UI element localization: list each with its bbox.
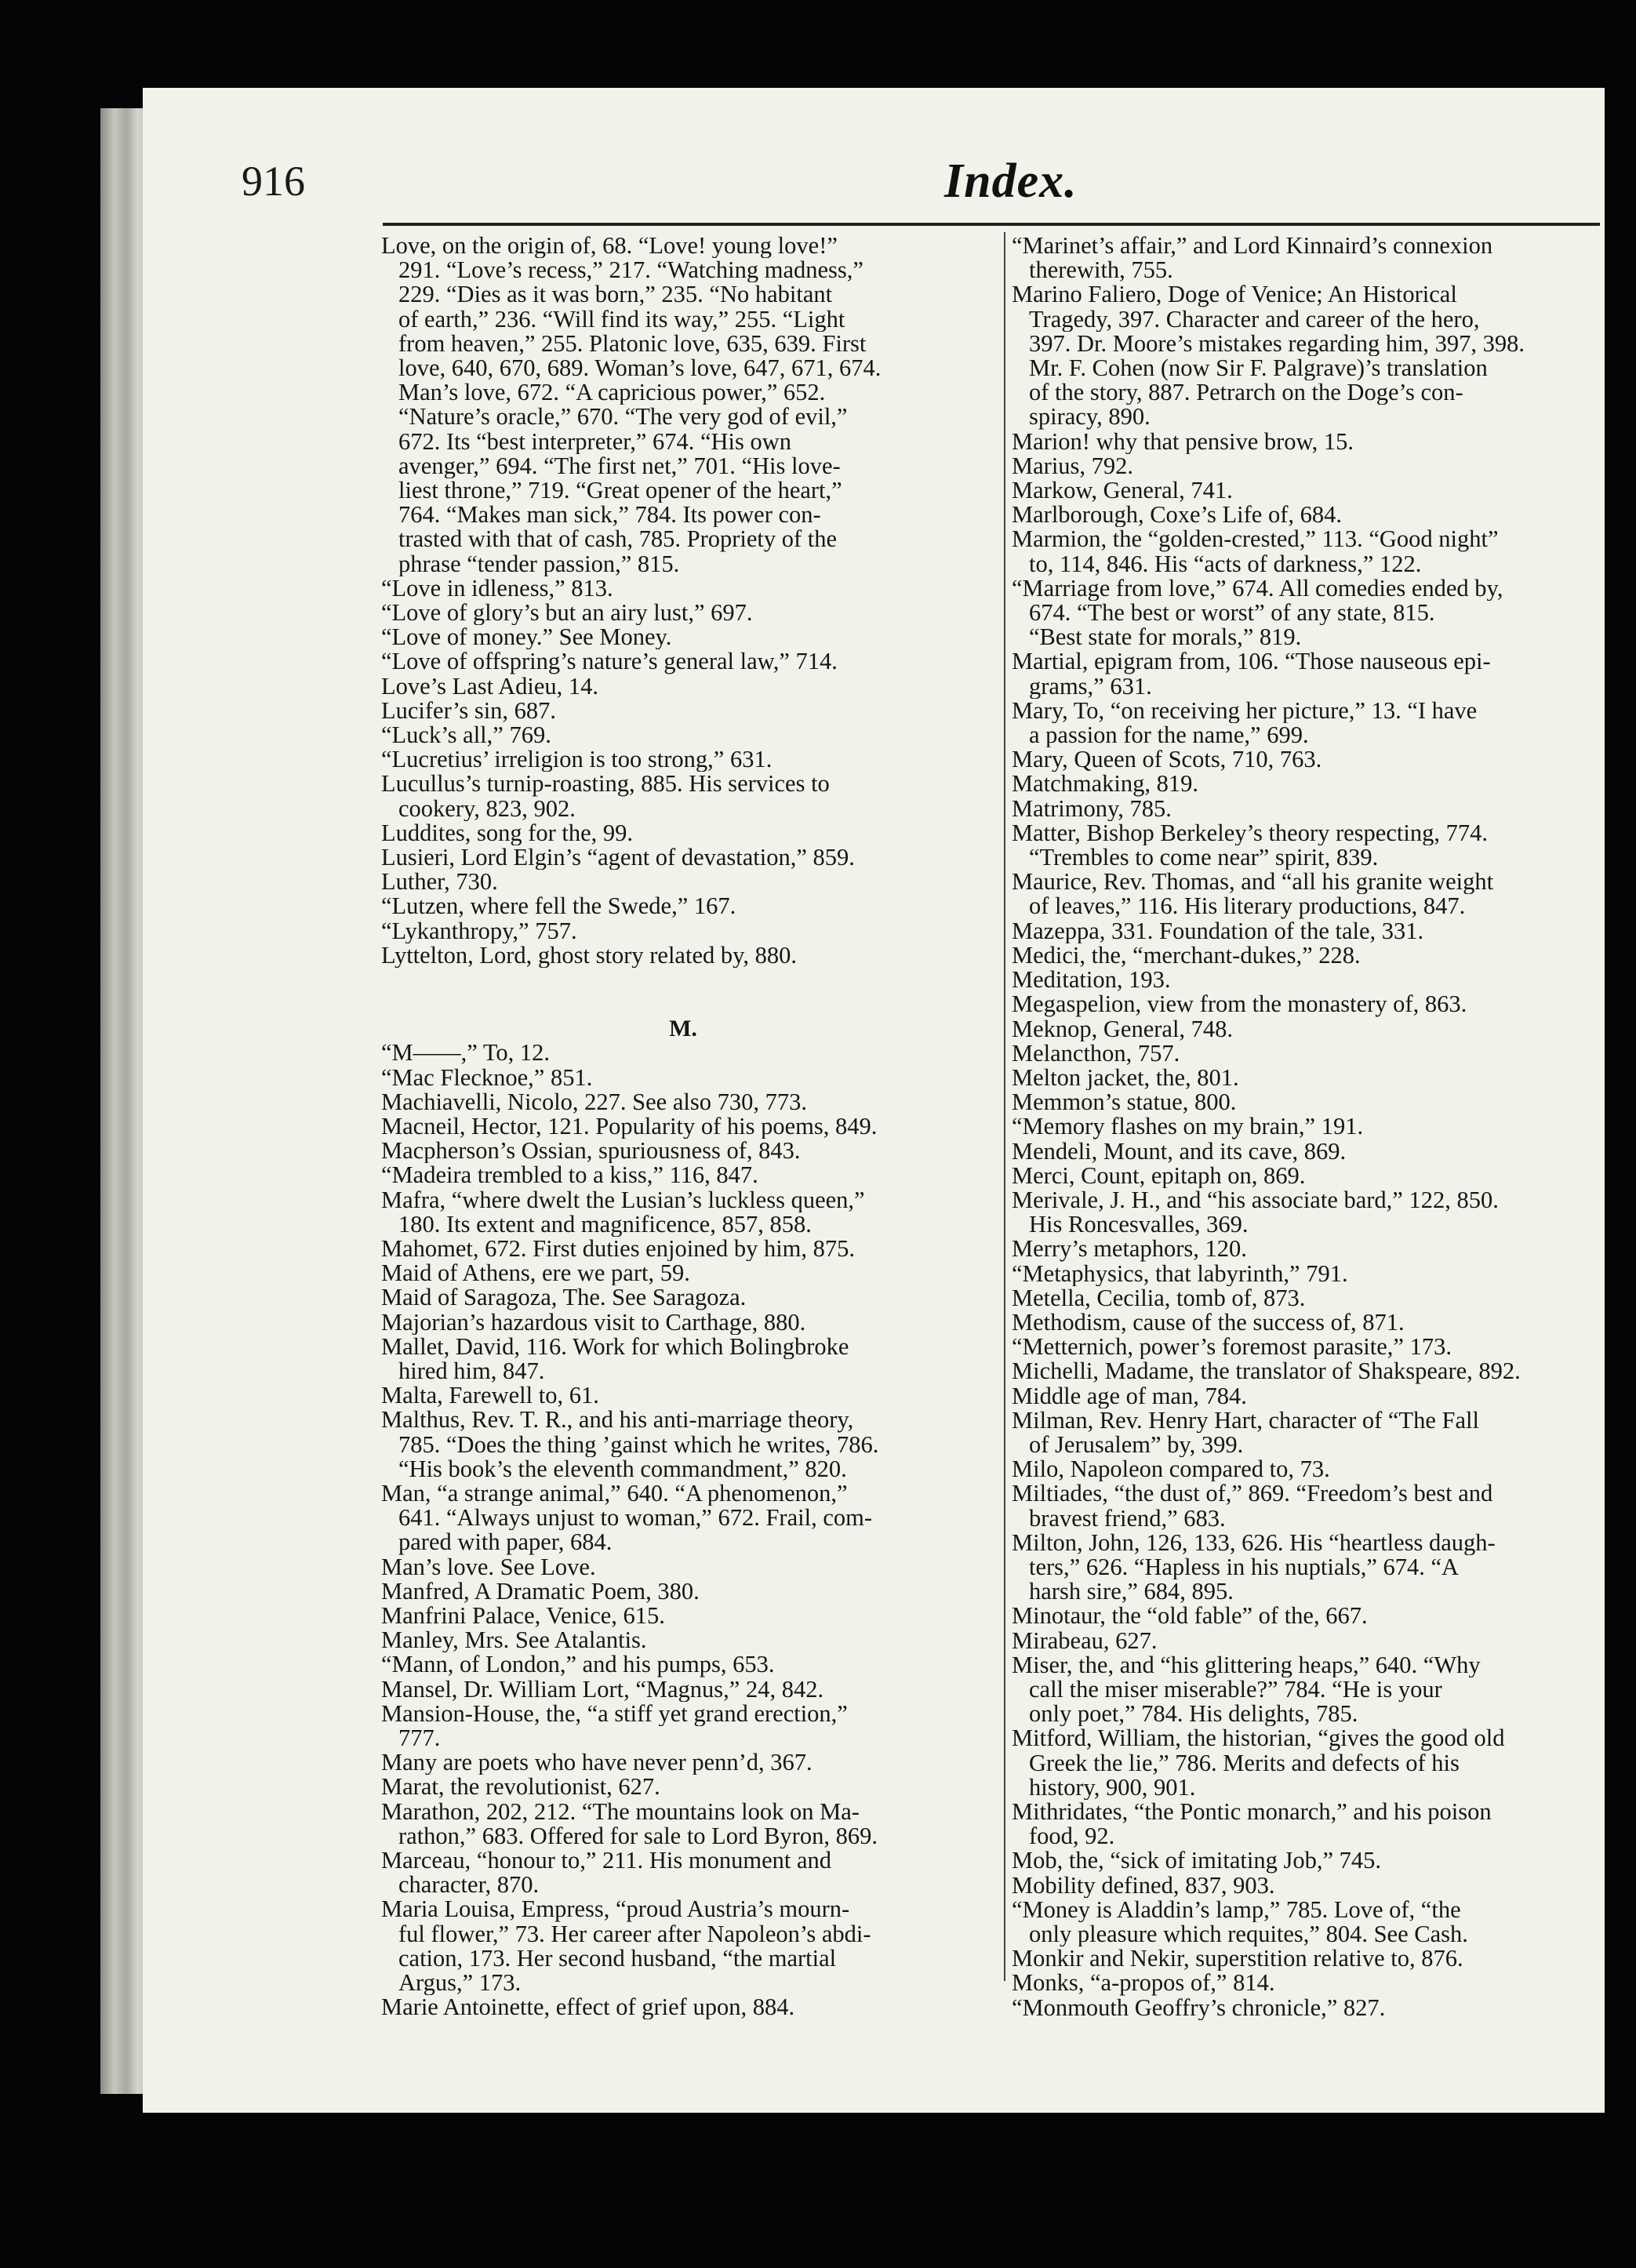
- index-entry-line: 641. “Always unjust to woman,” 672. Frail, com-: [398, 1506, 872, 1531]
- index-entry: [1012, 919, 1601, 943]
- index-entry-line: Man’s love. See Love.: [381, 1554, 596, 1579]
- index-entry-line: “Lucretius’ irreligion is too strong,” 631.: [381, 747, 773, 772]
- index-entry: [1012, 968, 1601, 992]
- index-entry: [381, 674, 985, 699]
- index-entry-line: Maurice, Rev. Thomas, and “all his granite weight: [1012, 870, 1494, 895]
- index-entry: [1012, 478, 1601, 503]
- index-entry: [381, 1310, 985, 1335]
- index-entry-line: Macpherson’s Ossian, spuriousness of, 843.: [381, 1139, 801, 1164]
- index-entry-line: Monkir and Nekir, superstition relative to, 876.: [1012, 1946, 1463, 1972]
- index-entry-line: only pleasure which requites,” 804. See Cash.: [1029, 1922, 1468, 1947]
- index-entry-line: Meditation, 193.: [1012, 968, 1171, 993]
- index-entry-line: Mansion-House, the, “a stiff yet grand erection,”: [381, 1701, 848, 1726]
- index-entry-line: character, 870.: [398, 1873, 540, 1898]
- index-entry-line: avenger,” 694. “The first net,” 701. “His love-: [398, 453, 841, 479]
- index-entry: [381, 1237, 985, 1261]
- index-entry: [381, 723, 985, 747]
- index-entry: [1012, 454, 1601, 478]
- index-entry: [1012, 1971, 1601, 1995]
- section-letter-heading: M.: [669, 1016, 697, 1042]
- index-entry-line: rathon,” 683. Offered for sale to Lord Byron, 869.: [398, 1823, 878, 1848]
- index-entry-line: food, 92.: [1029, 1824, 1115, 1849]
- index-entry: [1012, 772, 1601, 796]
- index-entry-line: Memmon’s statue, 800.: [1012, 1090, 1237, 1115]
- index-entry-line: bravest friend,” 683.: [1029, 1506, 1226, 1531]
- index-entry-line: “Marinet’s affair,” and Lord Kinnaird’s connexion: [1012, 234, 1493, 259]
- index-entry-line: history, 900, 901.: [1029, 1775, 1196, 1800]
- index-entry-line: Marathon, 202, 212. “The mountains look on Ma-: [381, 1799, 860, 1824]
- index-entry-line: Mitford, William, the historian, “gives the good old: [1012, 1726, 1505, 1751]
- index-entry: [1012, 1188, 1601, 1237]
- index-entry-line: “Metaphysics, that labyrinth,” 791.: [1012, 1261, 1348, 1286]
- index-entry-line: “Metternich, power’s foremost parasite,” 173.: [1012, 1335, 1452, 1360]
- index-entry: [381, 1408, 985, 1481]
- left-entries-after: [381, 1041, 985, 2019]
- index-entry-line: Merry’s metaphors, 120.: [1012, 1237, 1247, 1262]
- index-entry-line: Mirabeau, 627.: [1012, 1628, 1158, 1653]
- index-entry-line: therewith, 755.: [1029, 258, 1173, 283]
- index-entry-line: of Jerusalem” by, 399.: [1029, 1432, 1244, 1458]
- index-entry: [1012, 1114, 1601, 1139]
- index-entry-line: Argus,” 173.: [398, 1971, 522, 1996]
- index-entry-line: 229. “Dies as it was born,” 235. “No habitant: [398, 282, 833, 307]
- index-entry-line: a passion for the name,” 699.: [1029, 723, 1309, 748]
- index-entry-line: Mansel, Dr. William Lort, “Magnus,” 24, 842.: [381, 1677, 824, 1702]
- index-entry: [381, 919, 985, 943]
- index-entry-line: 180. Its extent and magnificence, 857, 858.: [398, 1212, 812, 1237]
- index-entry-line: “Luck’s all,” 769.: [381, 723, 551, 748]
- index-entry-line: ful flower,” 73. Her career after Napoleon’s abdi-: [398, 1921, 871, 1946]
- index-entry: [381, 1481, 985, 1555]
- index-entry: [381, 649, 985, 674]
- index-entry: [1012, 1139, 1601, 1164]
- index-entry-line: “Marriage from love,” 674. All comedies ended by,: [1012, 576, 1503, 602]
- index-entry: [381, 1750, 985, 1775]
- index-entry: [381, 894, 985, 918]
- index-entry-line: Metella, Cecilia, tomb of, 873.: [1012, 1285, 1306, 1310]
- index-entry-line: Matchmaking, 819.: [1012, 772, 1199, 797]
- index-entry: [381, 870, 985, 894]
- index-entry: [1012, 1066, 1601, 1090]
- left-entries-before: [381, 234, 985, 968]
- index-entry: [1012, 1041, 1601, 1066]
- index-entry-line: “Lykanthropy,” 757.: [381, 918, 577, 943]
- index-entry-line: 785. “Does the thing ’gainst which he writes, 786.: [398, 1432, 879, 1457]
- index-entry-line: Milton, John, 126, 133, 626. His “heartless daugh-: [1012, 1530, 1496, 1555]
- index-entry-line: Mallet, David, 116. Work for which Bolingbroke: [381, 1334, 849, 1359]
- index-entry: [1012, 1457, 1601, 1481]
- index-entry-line: Love’s Last Adieu, 14.: [381, 674, 599, 699]
- index-entry-line: “Mac Flecknoe,” 851.: [381, 1065, 593, 1090]
- index-entry-line: “M——,” To, 12.: [381, 1041, 551, 1066]
- index-entry-line: Miltiades, “the dust of,” 869. “Freedom’s best and: [1012, 1481, 1493, 1507]
- index-entry-line: trasted with that of cash, 785. Propriety of the: [398, 527, 838, 552]
- index-entry: [1012, 1384, 1601, 1408]
- index-entry-line: pared with paper, 684.: [398, 1530, 613, 1555]
- index-entry: [1012, 503, 1601, 527]
- index-entry-line: 674. “The best or worst” of any state, 815.: [1029, 601, 1435, 626]
- index-entry: [1012, 1848, 1601, 1873]
- index-entry: [381, 234, 985, 576]
- index-entry-line: Lyttelton, Lord, ghost story related by, 880.: [381, 943, 797, 969]
- index-entry-line: Tragedy, 397. Character and career of the hero,: [1029, 307, 1480, 332]
- index-entry-line: harsh sire,” 684, 895.: [1029, 1579, 1234, 1605]
- index-entry-line: of earth,” 236. “Will find its way,” 255. “Light: [398, 307, 845, 332]
- index-entry-line: Methodism, cause of the success of, 871.: [1012, 1310, 1405, 1336]
- index-entry-line: hired him, 847.: [398, 1358, 545, 1384]
- index-entry-line: “Nature’s oracle,” 670. “The very god of evil,”: [398, 405, 848, 430]
- index-entry: [1012, 1090, 1601, 1114]
- index-entry-line: cation, 173. Her second husband, “the martial: [398, 1946, 837, 1972]
- index-entry-line: love, 640, 670, 689. Woman’s love, 647, 671, 674.: [398, 356, 882, 381]
- index-entry-line: Maria Louisa, Empress, “proud Austria’s mourn-: [381, 1897, 850, 1922]
- index-entry: [1012, 1996, 1601, 2020]
- index-entry: [1012, 1310, 1601, 1335]
- index-entry-line: “Love of offspring’s nature’s general law,” 714.: [381, 649, 838, 674]
- index-entry-line: Matter, Bishop Berkeley’s theory respecting, 774.: [1012, 820, 1488, 846]
- index-entry-line: His Roncesvalles, 369.: [1029, 1212, 1249, 1238]
- index-entry: [381, 747, 985, 772]
- index-entry-line: Manfred, A Dramatic Poem, 380.: [381, 1579, 700, 1604]
- index-entry-line: Machiavelli, Nicolo, 227. See also 730, 773.: [381, 1089, 807, 1114]
- index-entry: [1012, 1335, 1601, 1359]
- index-entry-line: Marion! why that pensive brow, 15.: [1012, 429, 1354, 454]
- index-entry: [381, 576, 985, 601]
- index-entry: [1012, 1800, 1601, 1848]
- index-entry: [1012, 1946, 1601, 1971]
- index-entry: [1012, 1481, 1601, 1530]
- index-entry: [381, 1555, 985, 1579]
- index-entry-line: Marlborough, Coxe’s Life of, 684.: [1012, 503, 1342, 528]
- page-number: 916: [242, 158, 305, 205]
- index-entry-line: spiracy, 890.: [1029, 405, 1151, 430]
- index-entry-line: liest throne,” 719. “Great opener of the heart,”: [398, 478, 842, 503]
- index-entry-line: Middle age of man, 784.: [1012, 1383, 1247, 1408]
- index-entry-line: Lucullus’s turnip-roasting, 885. His services to: [381, 772, 830, 797]
- index-entry-line: Malthus, Rev. T. R., and his anti-marriage theory,: [381, 1408, 854, 1433]
- index-entry: [381, 1163, 985, 1187]
- right-column: [1012, 234, 1601, 2020]
- index-entry-line: Luddites, song for the, 99.: [381, 820, 634, 846]
- index-entry: [1012, 797, 1601, 821]
- index-entry-line: Manley, Mrs. See Atalantis.: [381, 1628, 647, 1653]
- index-entry-line: “His book’s the eleventh commandment,” 820.: [398, 1456, 847, 1481]
- index-entry-line: Man’s love, 672. “A capricious power,” 652.: [398, 380, 826, 405]
- index-entry-line: 291. “Love’s recess,” 217. “Watching madness,”: [398, 258, 863, 283]
- index-entry-line: Greek the lie,” 786. Merits and defects of his: [1029, 1750, 1460, 1776]
- index-entry: [381, 1677, 985, 1702]
- index-entry-line: Mary, To, “on receiving her picture,” 13. “I have: [1012, 698, 1478, 724]
- index-entry-line: Merivale, J. H., and “his associate bard,” 122, 850.: [1012, 1187, 1499, 1213]
- index-entry: [1012, 1359, 1601, 1383]
- index-entry: [381, 1261, 985, 1285]
- index-entry-line: Man, “a strange animal,” 640. “A phenomenon,”: [381, 1481, 848, 1507]
- index-entry-line: Markow, General, 741.: [1012, 478, 1233, 503]
- running-title: Index.: [944, 154, 1078, 208]
- index-entry-line: Mazeppa, 331. Foundation of the tale, 331.: [1012, 918, 1424, 943]
- index-entry-line: 397. Dr. Moore’s mistakes regarding him, 397, 398.: [1029, 331, 1525, 357]
- index-entry-line: Milo, Napoleon compared to, 73.: [1012, 1457, 1330, 1482]
- index-entry: [381, 1188, 985, 1237]
- index-entry: [381, 1628, 985, 1652]
- index-entry-line: 777.: [398, 1725, 441, 1751]
- index-entry-line: Meknop, General, 748.: [1012, 1016, 1234, 1041]
- index-entry-line: Mahomet, 672. First duties enjoined by him, 875.: [381, 1236, 856, 1262]
- index-entry-line: of leaves,” 116. His literary productions, 847.: [1029, 894, 1466, 919]
- index-entry-line: Majorian’s hazardous visit to Carthage, 880.: [381, 1310, 806, 1335]
- index-entry: [1012, 1629, 1601, 1653]
- index-entry: [1012, 1604, 1601, 1628]
- index-entry-line: Medici, the, “merchant-dukes,” 228.: [1012, 943, 1361, 969]
- index-entry: [1012, 1726, 1601, 1800]
- index-entry-line: “Lutzen, where fell the Swede,” 167.: [381, 894, 736, 919]
- index-entry-line: “Money is Aladdin’s lamp,” 785. Love of, “the: [1012, 1897, 1461, 1923]
- index-entry-line: Monks, “a-propos of,” 814.: [1012, 1971, 1275, 1996]
- index-entry: [381, 1285, 985, 1310]
- index-entry: [1012, 1653, 1601, 1727]
- index-entry: [1012, 1237, 1601, 1261]
- index-entry: [381, 1848, 985, 1897]
- index-entry: [381, 1604, 985, 1628]
- index-entry-line: Macneil, Hector, 121. Popularity of his poems, 849.: [381, 1114, 878, 1139]
- index-entry-line: grams,” 631.: [1029, 674, 1152, 699]
- index-entry-line: “Love in idleness,” 813.: [381, 576, 613, 602]
- index-entry: [381, 821, 985, 845]
- index-entry: [1012, 943, 1601, 968]
- index-entry-line: Love, on the origin of, 68. “Love! young love!”: [381, 234, 838, 259]
- index-entry: [381, 1995, 985, 2019]
- index-entry: [1012, 576, 1601, 650]
- index-entry-line: Marat, the revolutionist, 627.: [381, 1775, 660, 1800]
- index-entry: [1012, 992, 1601, 1016]
- index-entry: [1012, 1286, 1601, 1310]
- index-entry-line: “Best state for morals,” 819.: [1029, 625, 1302, 650]
- index-entry: [381, 601, 985, 625]
- index-entry: [381, 625, 985, 649]
- index-entry-line: Merci, Count, epitaph on, 869.: [1012, 1163, 1306, 1188]
- index-entry: [381, 1139, 985, 1163]
- index-entry-line: “Trembles to come near” spirit, 839.: [1029, 845, 1379, 870]
- index-entry-line: “Monmouth Geoffry’s chronicle,” 827.: [1012, 1995, 1386, 2020]
- index-entry-line: Megaspelion, view from the monastery of, 863.: [1012, 992, 1467, 1017]
- index-entry-line: Luther, 730.: [381, 870, 498, 895]
- index-entry-line: Mithridates, “the Pontic monarch,” and his poison: [1012, 1800, 1492, 1825]
- index-entry-line: Marino Faliero, Doge of Venice; An Historical: [1012, 282, 1457, 307]
- index-entry: [381, 943, 985, 968]
- index-entry: [381, 1579, 985, 1604]
- index-entry-line: Matrimony, 785.: [1012, 796, 1172, 821]
- index-entry-line: Maid of Saragoza, The. See Saragoza.: [381, 1285, 747, 1310]
- index-entry-line: Lucifer’s sin, 687.: [381, 698, 557, 724]
- index-entry-line: Mendeli, Mount, and its cave, 869.: [1012, 1139, 1347, 1164]
- index-entry-line: phrase “tender passion,” 815.: [398, 551, 680, 576]
- index-entry: [1012, 1898, 1601, 1946]
- index-entry-line: Marmion, the “golden-crested,” 113. “Good night”: [1012, 527, 1499, 552]
- index-entry-line: Manfrini Palace, Venice, 615.: [381, 1603, 665, 1629]
- index-entry-line: Malta, Farewell to, 61.: [381, 1383, 599, 1408]
- left-column: [381, 234, 985, 2019]
- index-entry: [381, 1383, 985, 1408]
- index-entry-line: “Memory flashes on my brain,” 191.: [1012, 1114, 1364, 1139]
- index-entry-line: Milman, Rev. Henry Hart, character of “The Fall: [1012, 1408, 1479, 1433]
- index-entry-line: Marius, 792.: [1012, 453, 1134, 479]
- index-entry-line: Miser, the, and “his glittering heaps,” 640. “Why: [1012, 1652, 1481, 1677]
- index-entry: [1012, 234, 1601, 282]
- index-entry: [1012, 1874, 1601, 1898]
- index-entry: [381, 1335, 985, 1383]
- index-entry-line: ters,” 626. “Hapless in his nuptials,” 674. “A: [1029, 1554, 1460, 1580]
- index-entry-line: to, 114, 846. His “acts of darkness,” 122.: [1029, 551, 1422, 576]
- index-entry: [381, 699, 985, 723]
- index-entry: [381, 1090, 985, 1114]
- index-entry: [381, 1775, 985, 1799]
- index-entry-line: 672. Its “best interpreter,” 674. “His own: [398, 429, 792, 454]
- index-entry-line: 764. “Makes man sick,” 784. Its power con-: [398, 503, 821, 528]
- index-entry: [381, 1652, 985, 1677]
- index-entry-line: Mafra, “where dwelt the Lusian’s luckless queen,”: [381, 1187, 865, 1212]
- index-entry: [381, 772, 985, 820]
- index-entry-line: Martial, epigram from, 106. “Those nauseous epi-: [1012, 649, 1491, 674]
- index-entry-line: from heaven,” 255. Platonic love, 635, 639. First: [398, 331, 867, 357]
- index-entry: [381, 1041, 985, 1065]
- index-entry-line: “Love of glory’s but an airy lust,” 697.: [381, 601, 753, 626]
- column-divider: [1004, 232, 1005, 1981]
- index-entry: [381, 1897, 985, 1995]
- index-entry: [1012, 1262, 1601, 1286]
- index-entry-line: Melton jacket, the, 801.: [1012, 1065, 1239, 1091]
- index-entry: [1012, 1531, 1601, 1605]
- header-rule: [383, 223, 1600, 226]
- index-entry: [1012, 527, 1601, 576]
- index-entry: [381, 1702, 985, 1750]
- index-entry-line: Lusieri, Lord Elgin’s “agent of devastation,” 859.: [381, 845, 855, 870]
- index-entry-line: only poet,” 784. His delights, 785.: [1029, 1702, 1358, 1727]
- index-entry: [1012, 821, 1601, 870]
- index-entry-line: “Mann, of London,” and his pumps, 653.: [381, 1652, 775, 1677]
- index-entry: [381, 1114, 985, 1139]
- index-entry-line: Marie Antoinette, effect of grief upon, 884.: [381, 1995, 795, 2020]
- index-entry: [1012, 747, 1601, 772]
- index-entry-line: Mr. F. Cohen (now Sir F. Palgrave)’s translation: [1029, 356, 1488, 381]
- index-entry: [1012, 649, 1601, 698]
- index-entry: [1012, 1017, 1601, 1041]
- index-entry-line: cookery, 823, 902.: [398, 796, 576, 821]
- book-page-edge: [100, 108, 147, 2094]
- index-entry-line: “Madeira trembled to a kiss,” 116, 847.: [381, 1163, 758, 1188]
- index-entry-line: Minotaur, the “old fable” of the, 667.: [1012, 1604, 1368, 1629]
- index-entry-line: Melancthon, 757.: [1012, 1041, 1180, 1066]
- index-entry: [1012, 699, 1601, 747]
- index-entry: [381, 1066, 985, 1090]
- index-entry: [1012, 1164, 1601, 1188]
- right-entries: [1012, 234, 1601, 2020]
- index-entry-line: Mary, Queen of Scots, 710, 763.: [1012, 747, 1322, 772]
- index-entry-line: call the miser miserable?” 784. “He is your: [1029, 1677, 1442, 1703]
- index-entry-line: Michelli, Madame, the translator of Shakspeare, 892.: [1012, 1359, 1521, 1384]
- index-entry-line: Many are poets who have never penn’d, 367.: [381, 1750, 813, 1776]
- index-entry-line: Mob, the, “sick of imitating Job,” 745.: [1012, 1848, 1381, 1874]
- index-entry: [1012, 430, 1601, 454]
- index-entry-line: Marceau, “honour to,” 211. His monument and: [381, 1848, 831, 1874]
- index-entry-line: Maid of Athens, ere we part, 59.: [381, 1261, 690, 1286]
- index-entry: [1012, 282, 1601, 429]
- index-entry: [381, 845, 985, 870]
- index-entry: [381, 1800, 985, 1848]
- index-entry-line: of the story, 887. Petrarch on the Doge’s con-: [1029, 380, 1463, 405]
- index-entry-line: Mobility defined, 837, 903.: [1012, 1873, 1275, 1898]
- index-entry: [1012, 870, 1601, 918]
- index-entry: [1012, 1408, 1601, 1457]
- index-entry-line: “Love of money.” See Money.: [381, 625, 672, 650]
